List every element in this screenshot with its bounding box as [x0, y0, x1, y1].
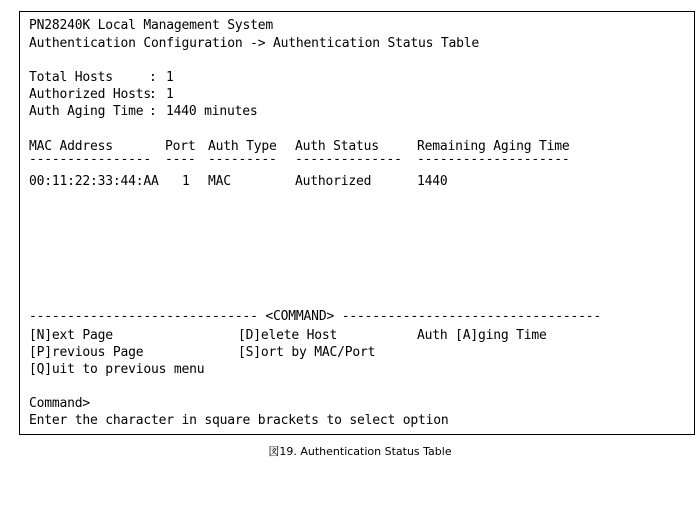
command-sort[interactable]: [S]ort by MAC/Port [238, 345, 376, 360]
col-underline-auth-type: --------- [208, 152, 277, 167]
total-hosts-value: 1 [166, 70, 174, 85]
system-title: PN28240K Local Management System [29, 18, 274, 33]
command-divider: ------------------------------ <COMMAND> ---------------------------------- [29, 309, 601, 324]
command-next-page[interactable]: [N]ext Page [29, 328, 113, 343]
col-header-port: Port [165, 139, 196, 154]
col-underline-mac: ---------------- [29, 152, 152, 167]
cell-auth-type: MAC [208, 174, 231, 189]
command-hint: Enter the character in square brackets to select option [29, 413, 449, 428]
col-header-mac: MAC Address [29, 139, 113, 154]
authorized-hosts-colon: : [149, 87, 157, 102]
col-header-auth-status: Auth Status [295, 139, 379, 154]
cell-mac: 00:11:22:33:44:AA [29, 174, 159, 189]
col-underline-port: ---- [165, 152, 196, 167]
auth-aging-time-label: Auth Aging Time [29, 104, 144, 119]
command-delete-host[interactable]: [D]elete Host [238, 328, 338, 343]
command-previous-page[interactable]: [P]revious Page [29, 345, 144, 360]
cell-port: 1 [182, 174, 190, 189]
auth-aging-time-value: 1440 minutes [166, 104, 258, 119]
figure-caption: 図19. Authentication Status Table [268, 445, 452, 458]
col-header-auth-type: Auth Type [208, 139, 277, 154]
command-quit[interactable]: [Q]uit to previous menu [29, 362, 205, 377]
cell-remaining: 1440 [417, 174, 448, 189]
authorized-hosts-value: 1 [166, 87, 174, 102]
col-header-remaining: Remaining Aging Time [417, 139, 570, 154]
col-underline-auth-status: -------------- [295, 152, 402, 167]
terminal-window [19, 11, 695, 435]
auth-aging-time-colon: : [149, 104, 157, 119]
total-hosts-colon: : [149, 70, 157, 85]
command-auth-aging-time[interactable]: Auth [A]ging Time [417, 328, 547, 343]
total-hosts-label: Total Hosts [29, 70, 113, 85]
authorized-hosts-label: Authorized Hosts [29, 87, 152, 102]
breadcrumb: Authentication Configuration -> Authentication Status Table [29, 36, 479, 51]
col-underline-remaining: -------------------- [417, 152, 570, 167]
cell-auth-status: Authorized [295, 174, 372, 189]
command-prompt[interactable]: Command> [29, 396, 91, 411]
